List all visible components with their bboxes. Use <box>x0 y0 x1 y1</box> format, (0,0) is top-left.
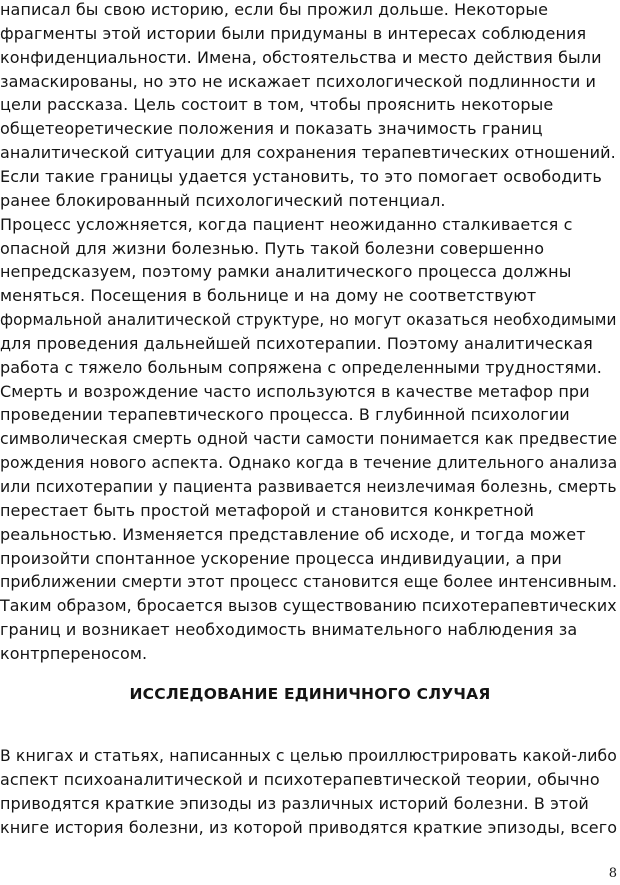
text-line: для проведения дальнейшей психотерапии. Поэтому аналитическая <box>0 333 593 353</box>
text-line: произойти спонтанное ускорение процесса индивидуации, а при <box>0 548 562 568</box>
text-line: аналитической ситуации для сохранения терапевтических отношений. <box>0 143 616 163</box>
text-line: границ и возникает необходимость внимательного наблюдения за <box>0 620 578 640</box>
text-line: или психотерапии у пациента развивается неизлечимая болезнь, смерть <box>0 477 617 496</box>
text-line: Таким образом, бросается вызов существованию психотерапевтических <box>0 596 617 616</box>
text-line: замаскированы, но это не искажает психологической подлинности и <box>0 71 597 91</box>
text-line: рождения нового аспекта. Однако когда в течение длительного анализа <box>0 453 618 473</box>
text-line: символическая смерть одной части самости понимается как предвестие <box>0 429 618 449</box>
text-line: Смерть и возрождение часто используются в качестве метафор при <box>0 381 590 401</box>
text-line: опасной для жизни болезнью. Путь такой болезни совершенно <box>0 238 545 258</box>
text-line: приводятся краткие эпизоды из различных историй болезни. В этой <box>0 794 589 813</box>
text-line: Процесс усложняется, когда пациент неожиданно сталкивается с <box>0 214 573 234</box>
text-line: фрагменты этой истории были придуманы в интересах соблюдения <box>0 23 587 43</box>
text-line: перестает быть простой метафорой и становится конкретной <box>0 500 535 520</box>
text-line: книге история болезни, из которой приводятся краткие эпизоды, всего <box>0 818 618 837</box>
text-line: формальной аналитической структуре, но могут оказаться необходимыми <box>0 310 617 330</box>
text-line: цели рассказа. Цель состоит в том, чтобы прояснить некоторые <box>0 95 554 115</box>
text-line: написал бы свою историю, если бы прожил дольше. Некоторые <box>0 0 549 19</box>
text-line: приближении смерти этот процесс становится еще более интенсивным. <box>0 572 618 592</box>
text-line: проведении терапевтического процесса. В глубинной психологии <box>0 405 570 425</box>
text-line: ранее блокированный психологический потенциал. <box>0 190 446 210</box>
text-line: общетеоретические положения и показать значимость границ <box>0 119 543 139</box>
text-line: непредсказуем, поэтому рамки аналитического процесса должны <box>0 262 572 282</box>
text-line: реальностью. Изменяется представление об исходе, и тогда может <box>0 524 586 544</box>
section-heading: ИССЛЕДОВАНИЕ ЕДИНИЧНОГО СЛУЧАЯ <box>129 685 491 703</box>
text-line: Если такие границы удается установить, то это помогает освободить <box>0 166 602 186</box>
text-line: работа с тяжело больным сопряжена с определенными трудностями. <box>0 357 602 377</box>
text-line: конфиденциальности. Имена, обстоятельства и место действия были <box>0 47 602 67</box>
text-line: контрпереносом. <box>0 643 148 663</box>
text-line: В книгах и статьях, написанных с целью проиллюстрировать какой-либо <box>0 746 617 765</box>
page-number: 8 <box>608 866 617 881</box>
text-line: меняться. Посещения в больнице и на дому не соответствуют <box>0 286 537 306</box>
text-line: аспект психоаналитической и психотерапевтической теории, обычно <box>0 770 600 789</box>
